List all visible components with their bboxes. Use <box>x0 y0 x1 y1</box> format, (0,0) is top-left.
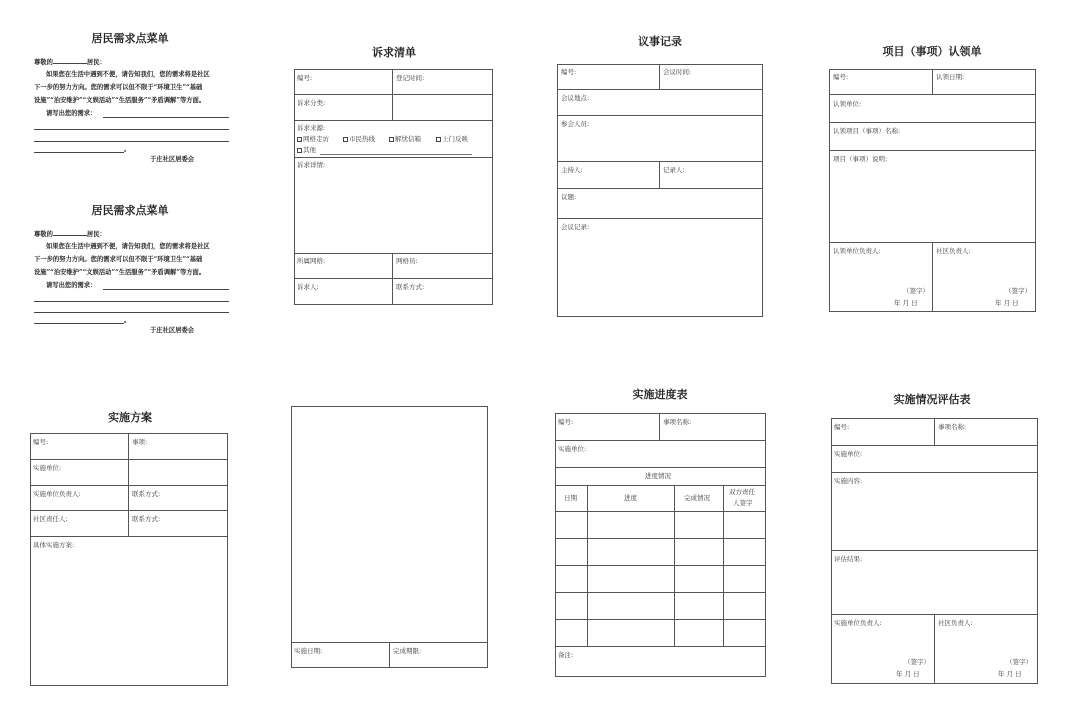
meeting-location-label: 会议地点: <box>561 94 590 102</box>
plan-unit-label: 实施单位: <box>33 464 62 472</box>
source-option[interactable]: 网格走访 <box>297 135 329 143</box>
claim-number-label: 编号: <box>833 73 849 81</box>
claim-name-label: 认领项目（事项）名称: <box>833 127 901 135</box>
register-time-label: 登记时间: <box>396 74 425 82</box>
plan-detail-label: 具体实施方案: <box>33 541 75 549</box>
unit-leader-label: 认领单位负责人: <box>833 247 881 255</box>
date-ymd-label: 年 月 日 <box>995 299 1019 307</box>
date-ymd-label: 年 月 日 <box>896 670 920 678</box>
form-title: 诉求清单 <box>372 46 416 59</box>
sign-label: （签字） <box>904 658 930 666</box>
source-option[interactable]: 上门反映 <box>436 135 468 143</box>
appellant-label: 诉求人: <box>297 283 319 291</box>
greeting-suffix: 居民： <box>86 231 106 238</box>
eval-unit-label: 实施单位: <box>834 450 863 458</box>
memo-body-line: 下一步的努力方向。您的需求可以但不限于“环境卫生”“基础 <box>34 256 203 263</box>
source-option[interactable]: 解忧信箱 <box>389 135 421 143</box>
memo-title: 居民需求点菜单 <box>91 32 169 45</box>
community-leader-label: 社区负责人: <box>936 247 971 255</box>
topic-label: 议题: <box>561 193 577 201</box>
sign-label: （签字） <box>1005 287 1031 295</box>
memo-signature: 于庄社区居委会 <box>150 327 195 334</box>
eval-item-name-label: 事项名称: <box>938 423 967 431</box>
appeal-number-label: 编号: <box>297 74 313 82</box>
form-title: 实施进度表 <box>632 388 688 401</box>
impl-date-label: 实施日期: <box>294 647 323 655</box>
memo-signature: 于庄社区居委会 <box>150 156 195 163</box>
eval-number-label: 编号: <box>834 423 850 431</box>
progress-item-name-label: 事项名称: <box>663 418 692 426</box>
checkbox-icon <box>297 137 302 142</box>
claim-desc-label: 项目（事项）说明: <box>833 155 888 163</box>
col-progress-header: 进度 <box>624 494 637 502</box>
memo-title: 居民需求点菜单 <box>91 204 169 217</box>
checkbox-icon <box>343 137 348 142</box>
checkbox-icon <box>297 148 302 153</box>
plan-number-label: 编号: <box>33 438 49 446</box>
col-status-header: 完成情况 <box>684 494 710 502</box>
memo-body-line: 下一步的努力方向。您的需求可以但不限于“环境卫生”“基础 <box>34 84 203 91</box>
deadline-label: 完成期限: <box>393 647 422 655</box>
attendees-label: 参会人员: <box>561 120 590 128</box>
plan-item-label: 事项: <box>132 438 148 446</box>
sign-label: （签字） <box>903 287 929 295</box>
appeal-category-label: 诉求分类: <box>297 99 326 107</box>
source-option[interactable]: 市民热线 <box>343 135 375 143</box>
meeting-time-label: 会议时间: <box>663 68 692 76</box>
plan-unit-leader-label: 实施单位负责人: <box>33 490 81 498</box>
date-ymd-label: 年 月 日 <box>998 670 1022 678</box>
memo-prompt: 请写出您的需求： <box>46 282 97 289</box>
contact-label: 联系方式: <box>396 283 425 291</box>
memo-body-line: 如果您在生活中遇到不便，请告知我们，您的需求将是社区 <box>46 71 210 78</box>
memo-body-line: 设施”“治安维护”“文娱活动”“生活服务”“矛盾调解”等方面。 <box>34 269 206 276</box>
memo-end-mark: 。 <box>124 317 131 324</box>
remark-label: 备注: <box>558 651 574 659</box>
col-date-header: 日期 <box>564 494 577 502</box>
eval-unit-leader-label: 实施单位负责人: <box>834 619 882 627</box>
plan-community-leader-label: 社区责任人: <box>33 515 68 523</box>
memo-end-mark: 。 <box>124 146 131 153</box>
date-ymd-label: 年 月 日 <box>894 299 918 307</box>
greeting-suffix: 居民： <box>86 59 106 66</box>
checkbox-icon <box>436 137 441 142</box>
eval-community-leader-label: 社区负责人: <box>938 619 973 627</box>
minutes-number-label: 编号: <box>561 68 577 76</box>
source-option[interactable]: 其他 <box>297 146 316 154</box>
host-label: 主持人: <box>561 166 583 174</box>
eval-content-label: 实施内容: <box>834 477 863 485</box>
greeting-prefix: 尊敬的 <box>34 59 53 66</box>
claim-date-label: 认领日期: <box>936 73 965 81</box>
progress-section-label: 进度情况 <box>645 472 671 480</box>
memo-body-line: 设施”“治安维护”“文娱活动”“生活服务”“矛盾调解”等方面。 <box>34 97 206 104</box>
claim-unit-label: 认领单位: <box>833 100 862 108</box>
grid-label: 所属网格: <box>297 257 326 265</box>
sign-label: （签字） <box>1006 658 1032 666</box>
form-title: 实施方案 <box>108 411 152 424</box>
plan-contact-label: 联系方式: <box>132 490 161 498</box>
record-label: 会议记录: <box>561 223 590 231</box>
plan-contact-label: 联系方式: <box>132 515 161 523</box>
eval-result-label: 评估结果: <box>834 555 863 563</box>
greeting-prefix: 尊敬的 <box>34 231 53 238</box>
form-title: 实施情况评估表 <box>893 393 971 406</box>
col-sign-header: 人签字 <box>733 499 753 507</box>
progress-number-label: 编号: <box>558 418 574 426</box>
recorder-label: 记录人: <box>663 166 685 174</box>
memo-body-line: 如果您在生活中遇到不便，请告知我们，您的需求将是社区 <box>46 243 210 250</box>
memo-prompt: 请写出您的需求： <box>46 110 97 117</box>
checkbox-icon <box>389 137 394 142</box>
form-title: 议事记录 <box>638 35 682 48</box>
appeal-source-label: 诉求来源: <box>297 124 326 132</box>
form-title: 项目（事项）认领单 <box>882 45 982 58</box>
col-sign-header: 双方责任 <box>729 488 755 496</box>
appeal-detail-label: 诉求详情: <box>297 161 326 169</box>
grid-member-label: 网格员: <box>396 257 418 265</box>
progress-unit-label: 实施单位: <box>558 445 587 453</box>
